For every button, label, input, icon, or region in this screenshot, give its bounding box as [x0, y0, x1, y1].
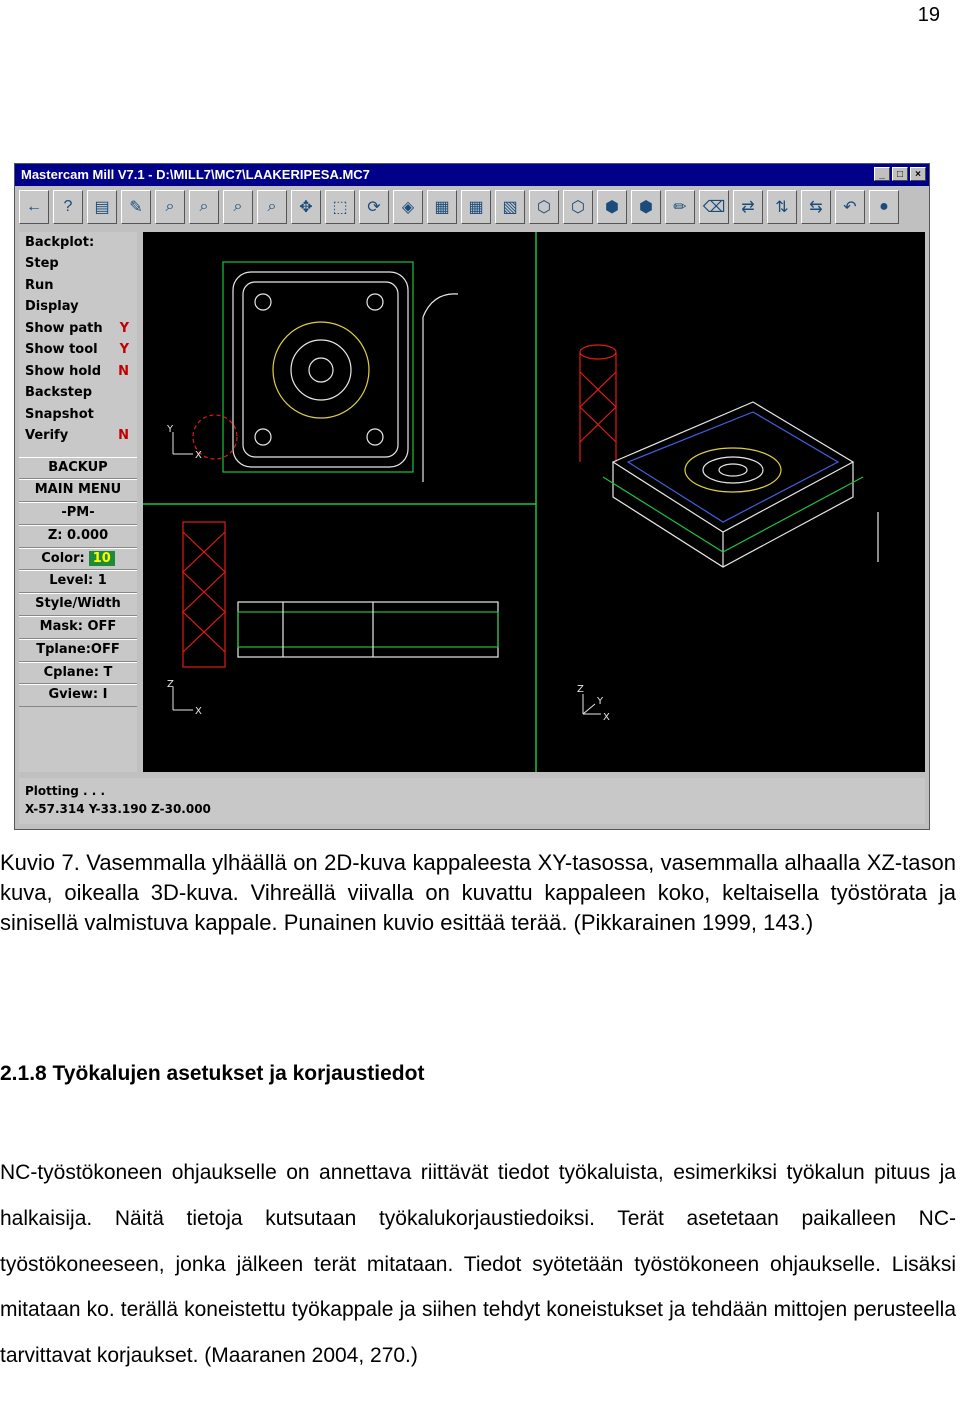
svg-text:X: X — [603, 712, 610, 723]
mastercam-screenshot — [14, 163, 930, 830]
style-width-setting[interactable]: Style/Width — [19, 593, 137, 616]
transform-icon[interactable]: ⇆ — [801, 190, 831, 224]
axis-indicator-3d — [577, 684, 610, 723]
page-number: 19 — [917, 4, 940, 26]
back-arrow-icon[interactable]: ← — [19, 190, 49, 224]
svg-text:X: X — [195, 450, 202, 461]
eraser-icon[interactable]: ⌫ — [699, 190, 729, 224]
shaded-cube-icon[interactable]: ⬢ — [597, 190, 627, 224]
move-icon[interactable]: ⇅ — [767, 190, 797, 224]
backup-button[interactable]: BACKUP — [19, 457, 137, 480]
body-paragraph: NC-työstökoneen ohjaukselle on annettava riittävät tiedot työkaluista, esimerkiksi työkalun pituus ja halkaisija. Näitä tietoja kutsutaan työkalukorjaustiedoiksi. Terät asetetaan paikalleen NC-työstökoneeseen, jonka jälkeen terät mitataan. Tiedot syötetään työstökoneen ohjaukselle. Lisäksi mitataan ko. terällä koneistettu työkappale ja siihen tehdyt koneistukset ja tehdään mittojen perusteella tarvittavat korjaukset. (Maaranen 2004, 270.) — [0, 1161, 956, 1368]
svg-text:Z: Z — [167, 679, 174, 690]
menu-header: Backplot: — [25, 235, 95, 250]
cube-icon[interactable]: ⬡ — [529, 190, 559, 224]
section-heading: 2.1.8 Työkalujen asetukset ja korjaustiedot — [0, 1062, 425, 1085]
help-icon[interactable]: ? — [53, 190, 83, 224]
figure-caption: Kuvio 7. Vasemmalla ylhäällä on 2D-kuva kappaleesta XY-tasossa, vasemmalla alhaalla XZ-tason kuva, oikealla 3D-kuva. Vihreällä viivalla on kuvattu kappaleen koko, keltaisella työstörata ja sinisellä valmistuva kappale. Punainen kuvio esittää terää. (Pikkarainen 1999, 143.) — [0, 850, 956, 935]
mask-setting[interactable]: Mask: OFF — [19, 616, 137, 639]
svg-text:Y: Y — [597, 696, 604, 707]
3d-view — [580, 345, 878, 567]
backplot-menu — [19, 232, 137, 772]
select-icon[interactable]: ⬚ — [325, 190, 355, 224]
main-menu-button[interactable]: MAIN MENU — [19, 479, 137, 502]
menu-item-backstep[interactable]: Backstep — [25, 385, 93, 400]
svg-text:X: X — [195, 706, 202, 717]
menu-item-show-tool[interactable]: Show tool Y — [25, 342, 129, 357]
pen-icon[interactable]: ✎ — [121, 190, 151, 224]
maximize-button[interactable]: □ — [892, 167, 908, 181]
undo-icon[interactable]: ↶ — [835, 190, 865, 224]
xz-view — [183, 522, 498, 667]
window-titlebar — [15, 164, 929, 186]
toolbar — [19, 190, 925, 228]
toolpath-icon[interactable]: ⇄ — [733, 190, 763, 224]
minimize-button[interactable]: _ — [874, 167, 890, 181]
rotate-icon[interactable]: ⟳ — [359, 190, 389, 224]
file-icon[interactable]: ▤ — [87, 190, 117, 224]
zoom-fit-icon[interactable]: ⌕ — [257, 190, 287, 224]
window-title: Mastercam Mill V7.1 - D:\MILL7\MC7\LAAKERIPESA.MC7 — [21, 167, 370, 182]
tplane-setting[interactable]: Tplane:OFF — [19, 639, 137, 662]
graphics-viewport[interactable] — [143, 232, 925, 772]
pan-icon[interactable]: ✥ — [291, 190, 321, 224]
axis-indicator-bottom-left — [167, 679, 202, 717]
pencil-icon[interactable]: ✏ — [665, 190, 695, 224]
sphere-icon[interactable]: ● — [869, 190, 899, 224]
cplane-setting[interactable]: Cplane: T — [19, 662, 137, 685]
status-message: Plotting . . . — [25, 784, 106, 798]
front-view-icon[interactable]: ▦ — [461, 190, 491, 224]
level-setting[interactable]: Level: 1 — [19, 570, 137, 593]
status-bar — [19, 778, 925, 824]
menu-item-run[interactable]: Run — [25, 277, 54, 293]
menu-item-verify[interactable]: Verify N — [25, 428, 129, 443]
iso-view-icon[interactable]: ◈ — [393, 190, 423, 224]
svg-text:Y: Y — [167, 424, 174, 435]
color-setting[interactable]: Color: 10 — [19, 548, 137, 571]
side-view-icon[interactable]: ▧ — [495, 190, 525, 224]
zoom-out-icon[interactable]: ⌕ — [189, 190, 219, 224]
menu-item-snapshot[interactable]: Snapshot — [25, 406, 94, 422]
pm-label: -PM- — [19, 502, 137, 525]
solid-cube-icon[interactable]: ⬢ — [631, 190, 661, 224]
menu-item-show-path[interactable]: Show path Y — [25, 320, 129, 336]
wire-cube-icon[interactable]: ⬡ — [563, 190, 593, 224]
close-button[interactable]: × — [910, 167, 926, 181]
menu-item-step[interactable]: Step — [25, 256, 59, 271]
xy-view — [193, 262, 458, 482]
gview-setting[interactable]: Gview: I — [19, 684, 137, 707]
menu-item-display[interactable]: Display — [25, 299, 79, 314]
zoom-icon[interactable]: ⌕ — [155, 190, 185, 224]
zoom-window-icon[interactable]: ⌕ — [223, 190, 253, 224]
axis-indicator-top-left — [166, 424, 202, 461]
coordinate-readout: X-57.314 Y-33.190 Z-30.000 — [25, 802, 211, 816]
menu-item-show-hold[interactable]: Show hold N — [25, 363, 129, 379]
top-view-icon[interactable]: ▦ — [427, 190, 457, 224]
svg-text:Z: Z — [577, 684, 584, 695]
z-depth[interactable]: Z: 0.000 — [19, 525, 137, 548]
